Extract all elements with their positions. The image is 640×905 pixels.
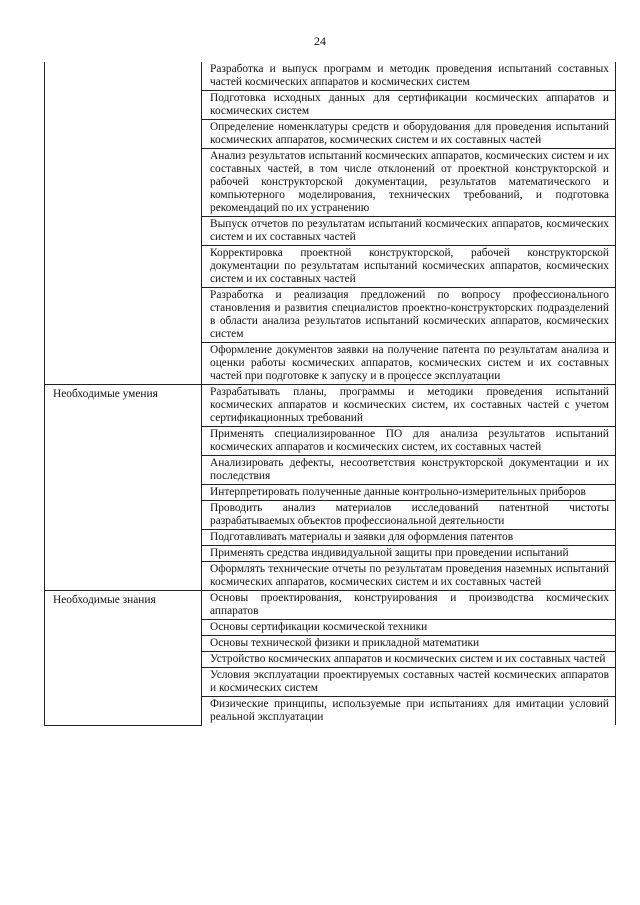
section-heading [45, 62, 202, 385]
section-heading: Необходимые знания [45, 591, 202, 726]
requirement-item: Анализировать дефекты, несоответствия конструкторской документации и их последствия [202, 456, 616, 485]
requirement-item: Корректировка проектной конструкторской, рабочей конструкторской документации по результатам испытаний космических аппаратов, космических систем и их составных частей [202, 246, 616, 288]
requirement-item: Подготовка исходных данных для сертификации космических аппаратов и космических систем [202, 91, 616, 120]
requirement-item: Оформлять технические отчеты по результатам проведения наземных испытаний космических аппаратов, космических систем и их составных частей [202, 562, 616, 591]
requirement-item: Разработка и реализация предложений по вопросу профессионального становления и развития специалистов проектно-конструкторских подразделений в области анализа результатов испытаний космических аппаратов, космических систем [202, 288, 616, 343]
requirement-item: Основы проектирования, конструирования и производства космических аппаратов [202, 591, 616, 620]
requirement-item: Выпуск отчетов по результатам испытаний космических аппаратов, космических систем и их составных частей [202, 217, 616, 246]
requirement-item: Проводить анализ материалов исследований патентной чистоты разрабатываемых объектов профессиональной деятельности [202, 501, 616, 530]
requirement-item: Подготавливать материалы и заявки для оформления патентов [202, 530, 616, 546]
requirement-item: Применять специализированное ПО для анализа результатов испытаний космических аппаратов и космических систем, их составных частей [202, 427, 616, 456]
requirement-item: Применять средства индивидуальной защиты при проведении испытаний [202, 546, 616, 562]
requirement-item: Оформление документов заявки на получение патента по результатам анализа и оценки работы космических аппаратов, космических систем и их составных частей при подготовке к запуску и в процессе эксплуатации [202, 343, 616, 385]
table-row [45, 591, 616, 620]
requirement-item: Основы технической физики и прикладной математики [202, 636, 616, 652]
requirement-item: Условия эксплуатации проектируемых составных частей космических аппаратов и космических систем [202, 668, 616, 697]
requirements-table [44, 62, 616, 726]
requirement-item: Физические принципы, используемые при испытаниях для имитации условий реальной эксплуатации [202, 697, 616, 726]
requirement-item: Анализ результатов испытаний космических аппаратов, космических систем и их составных частей, в том числе отклонений от проектной конструкторской и рабочей конструкторской документации, результатов математического и компьютерного моделирования, технических требований, и подготовка рекомендаций по их устранению [202, 149, 616, 217]
requirements-table-body [45, 62, 616, 725]
requirement-item: Интерпретировать полученные данные контрольно-измерительных приборов [202, 485, 616, 501]
requirement-item: Разработка и выпуск программ и методик проведения испытаний составных частей космических аппаратов и космических систем [202, 62, 616, 91]
requirement-item: Разрабатывать планы, программы и методики проведения испытаний космических аппаратов и космических систем, их составных частей с учетом сертификационных требований [202, 385, 616, 427]
requirement-item: Основы сертификации космической техники [202, 620, 616, 636]
table-row [45, 385, 616, 427]
table-row [45, 62, 616, 91]
section-heading: Необходимые умения [45, 385, 202, 591]
requirement-item: Устройство космических аппаратов и космических систем и их составных частей [202, 652, 616, 668]
requirement-item: Определение номенклатуры средств и оборудования для проведения испытаний космических аппаратов, космических систем и их составных частей [202, 120, 616, 149]
page-number: 24 [314, 34, 326, 48]
